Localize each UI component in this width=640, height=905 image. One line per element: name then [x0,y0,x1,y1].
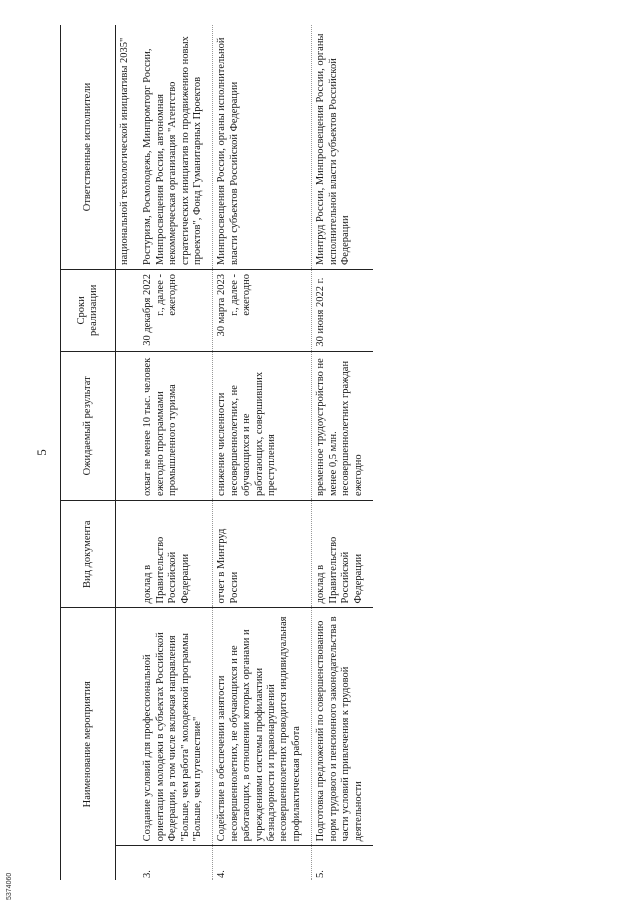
row-result: снижение численности несовершеннолетних, не обучающихся и не работающих, совершивших преступления [213,351,312,500]
table-header-row [61,25,116,880]
page-number: 5 [34,449,49,456]
table-row [312,25,373,880]
carry-deadline [116,270,140,352]
carry-name [116,608,140,846]
header-name: Наименование мероприятия [61,608,116,880]
rotated-table-sheet [34,25,607,880]
row-num: 3. [142,870,154,878]
row-name: Содействие в обеспечении занятости несовершеннолетних, не обучающихся и не работающих, в отношении которых органами и учреждениями системы профилактики безнадзорности и правонарушений несовершеннолетних проводится индивидуальная профилактическая работа [213,608,312,846]
table-row [139,25,213,880]
carry-num [116,846,140,880]
table-row [213,25,312,880]
carry-exec: национальной технологической инициативы 2035" [116,25,140,270]
row-doc: доклад в Правительство Российской Федерации [312,500,373,607]
footer-code: 5374060 [6,872,13,900]
header-doc: Вид документа [61,500,116,607]
row-doc: отчет в Минтруд России [213,500,312,607]
row-num: 4. [213,846,312,880]
row-result: временное трудоустройство не менее 0,5 млн. несовершеннолетних граждан ежегодно [312,351,373,500]
row-num: 5. [312,846,373,880]
row-name: Подготовка предложений по совершенствованию норм трудового и пенсионного законодательства в части условий привлечения к трудовой деятельности [312,608,373,846]
header-exec: Ответственные исполнители [61,25,116,270]
header-deadline: Сроки реализации [61,270,116,352]
carry-doc [116,500,140,607]
row-exec: Минтруд России, Минпросвещения России, органы исполнительной власти субъектов Российской Федерации [312,25,373,270]
row-deadline: 30 июня 2022 г. [312,270,373,352]
row-name: Создание условий для профессиональной ориентации молодежи в субъектах Российской Федерации, в том числе включая направления "Больше, чем работа" молодежной программы "Больше, чем путешествие" [139,608,213,846]
carry-result [116,351,140,500]
row-deadline: 30 декабря 2022 г., далее - ежегодно [139,270,213,352]
row-result: охват не менее 10 тыс. человек ежегодно программами промышленного туризма [139,351,213,500]
row-exec: Ростуризм, Росмолодежь, Минпромторг России, Минпросвещения России, автономная некоммерческая организация "Агентство стратегических инициатив по продвижению новых проектов", Фонд Гуманитарных Проектов [139,25,213,270]
table-row-carry [116,25,140,880]
row-doc: доклад в Правительство Российской Федерации [139,500,213,607]
row-exec: Минпросвещения России, органы исполнительной власти субъектов Российской Федерации [213,25,312,270]
row-deadline: 30 марта 2023 г., далее - ежегодно [213,270,312,352]
activities-table [60,25,373,880]
header-result: Ожидаемый результат [61,351,116,500]
